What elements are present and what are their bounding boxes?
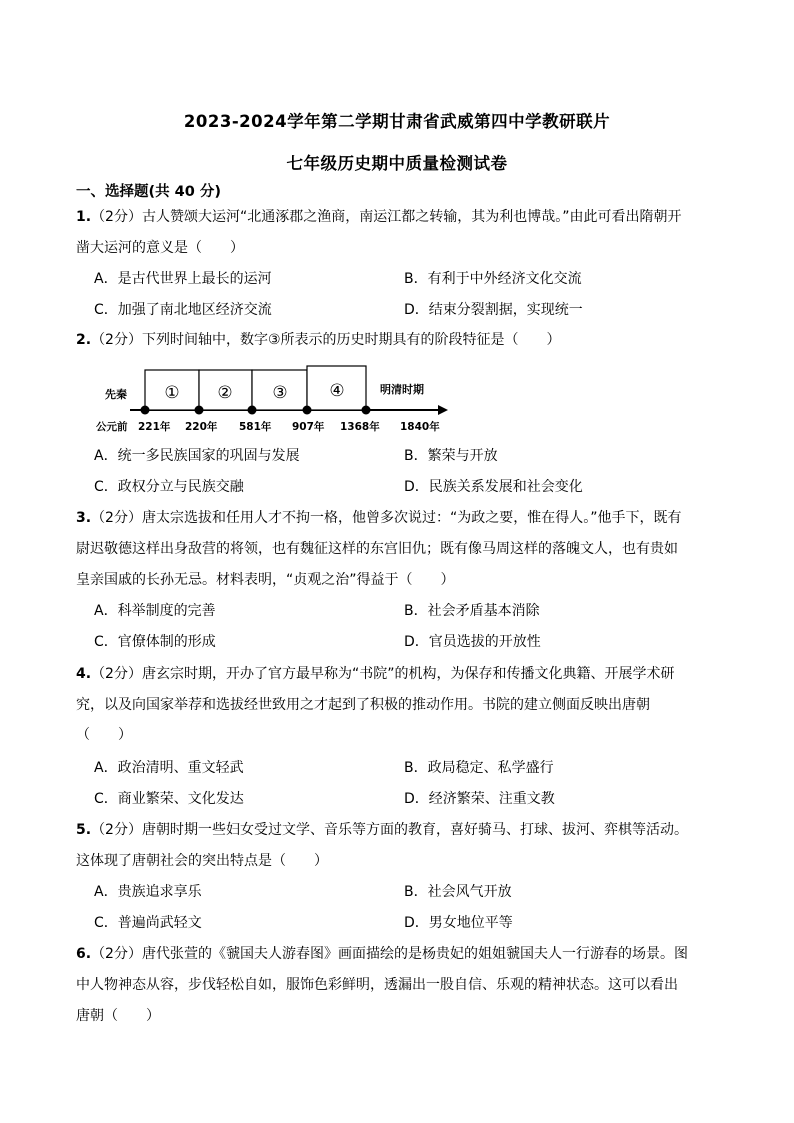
- question-3-line-2: 尉迟敬德这样出身敌营的将领，也有魏征这样的东宫旧仇；既有像马周这样的落魄文人，也有贵如: [76, 541, 678, 557]
- exam-title-line1: 2023-2024学年第二学期甘肃省武威第四中学教研联片: [183, 112, 611, 131]
- timeline-arrowhead: [438, 405, 448, 415]
- timeline-year-3: 581年: [239, 421, 272, 433]
- question-6-line-1: [76, 944, 688, 964]
- question-2-score: （2分）: [91, 332, 142, 348]
- timeline-box-1-label: ①: [164, 383, 180, 403]
- question-4-option-a: A．政治清明、重文轻武: [94, 760, 244, 776]
- question-2-option-b: B．繁荣与开放: [404, 448, 498, 464]
- question-5-option-a: A．贵族追求享乐: [94, 884, 202, 900]
- timeline-box-2-label: ②: [217, 383, 233, 403]
- timeline-diagram: [0, 360, 794, 440]
- exam-title-line2: 七年级历史期中质量检测试卷: [286, 154, 508, 173]
- question-1-text: 古人赞颂大运河“北通涿郡之渔商，南运江都之转输，其为利也博哉。”由此可看出隋朝开: [141, 209, 682, 225]
- question-3-text: 唐太宗选拔和任用人才不拘一格，他曾多次说过：“为政之要，惟在得人。”他手下，既有: [141, 510, 682, 526]
- question-6-score: （2分）: [91, 946, 142, 962]
- question-2-text: 下列时间轴中，数字③所表示的历史时期具有的阶段特征是（ ）: [141, 332, 561, 348]
- timeline-year-5: 1368年: [340, 421, 380, 433]
- timeline-point-5: [362, 406, 371, 415]
- timeline-left-label: 先秦: [105, 388, 127, 401]
- timeline-right-label: 明清时期: [380, 383, 424, 396]
- question-5-option-b: B．社会风气开放: [404, 884, 512, 900]
- question-4-option-c: C．商业繁荣、文化发达: [94, 791, 244, 807]
- question-6-line-3: 唐朝（ ）: [76, 1008, 160, 1024]
- question-5-option-c: C．普遍尚武轻文: [94, 915, 202, 931]
- question-4-option-b: B．政局稳定、私学盛行: [404, 760, 554, 776]
- timeline-era-label: 公元前: [96, 421, 128, 433]
- question-1-option-d: D．结束分裂割据，实现统一: [404, 302, 583, 318]
- question-2-number: 2.: [76, 332, 92, 348]
- question-2-option-a: A．统一多民族国家的巩固与发展: [94, 448, 300, 464]
- question-4-score: （2分）: [91, 666, 142, 682]
- timeline-year-2: 220年: [185, 421, 218, 433]
- question-1-option-b: B．有利于中外经济文化交流: [404, 271, 582, 287]
- question-2-option-c: C．政权分立与民族交融: [94, 479, 244, 495]
- question-2-option-d: D．民族关系发展和社会变化: [404, 479, 583, 495]
- question-3-option-c: C．官僚体制的形成: [94, 634, 216, 650]
- timeline-year-4: 907年: [292, 421, 325, 433]
- question-4-text: 唐玄宗时期，开办了官方最早称为“书院”的机构，为保存和传播文化典籍、开展学术研: [141, 666, 675, 682]
- question-3-line-3: 皇亲国戚的长孙无忌。材料表明，“贞观之治”得益于（ ）: [76, 572, 455, 588]
- timeline-point-1: [141, 406, 150, 415]
- question-1-line-2: 凿大运河的意义是（ ）: [76, 240, 244, 256]
- question-3-option-d: D．官员选拔的开放性: [404, 634, 541, 650]
- section-heading: 一、选择题(共 40 分): [76, 184, 222, 200]
- question-3-score: （2分）: [91, 510, 142, 526]
- question-5-number: 5.: [76, 822, 92, 838]
- question-5-line-2: 这体现了唐朝社会的突出特点是（ ）: [76, 853, 328, 869]
- question-5-line-1: [76, 820, 688, 840]
- timeline-box-4-label: ④: [329, 381, 345, 401]
- question-1-score: （2分）: [91, 209, 142, 225]
- question-6-text: 唐代张萱的《虢国夫人游春图》画面描绘的是杨贵妃的姐姐虢国夫人一行游春的场景。图: [141, 946, 688, 962]
- question-5-option-d: D．男女地位平等: [404, 915, 513, 931]
- timeline-point-3: [248, 406, 257, 415]
- question-1-option-c: C．加强了南北地区经济交流: [94, 302, 272, 318]
- question-1-number: 1.: [76, 209, 92, 225]
- timeline-year-6: 1840年: [400, 421, 440, 433]
- timeline-box-3-label: ③: [272, 383, 288, 403]
- question-4-number: 4.: [76, 666, 92, 682]
- question-4-option-d: D．经济繁荣、注重文教: [404, 791, 555, 807]
- question-4-line-1: [76, 664, 675, 684]
- question-3-option-b: B．社会矛盾基本消除: [404, 603, 540, 619]
- timeline-point-4: [303, 406, 312, 415]
- question-3-option-a: A．科举制度的完善: [94, 603, 216, 619]
- question-6-line-2: 中人物神态从容，步伐轻松自如，服饰色彩鲜明，透漏出一股自信、乐观的精神状态。这可以看出: [76, 977, 678, 993]
- question-4-line-3: （ ）: [76, 727, 132, 743]
- timeline-point-2: [195, 406, 204, 415]
- question-3-number: 3.: [76, 510, 92, 526]
- question-6-number: 6.: [76, 946, 92, 962]
- question-5-score: （2分）: [91, 822, 142, 838]
- question-4-line-2: 究，以及向国家举荐和选拔经世致用之才起到了积极的推动作用。书院的建立侧面反映出唐朝: [76, 697, 650, 713]
- question-1-line-1: [76, 207, 682, 227]
- question-5-text: 唐朝时期一些妇女受过文学、音乐等方面的教育，喜好骑马、打球、拔河、弈棋等活动。: [141, 822, 688, 838]
- question-3-line-1: [76, 508, 682, 528]
- question-1-option-a: A．是古代世界上最长的运河: [94, 271, 272, 287]
- question-2-line-1: [76, 330, 561, 350]
- timeline-year-1: 221年: [138, 421, 171, 433]
